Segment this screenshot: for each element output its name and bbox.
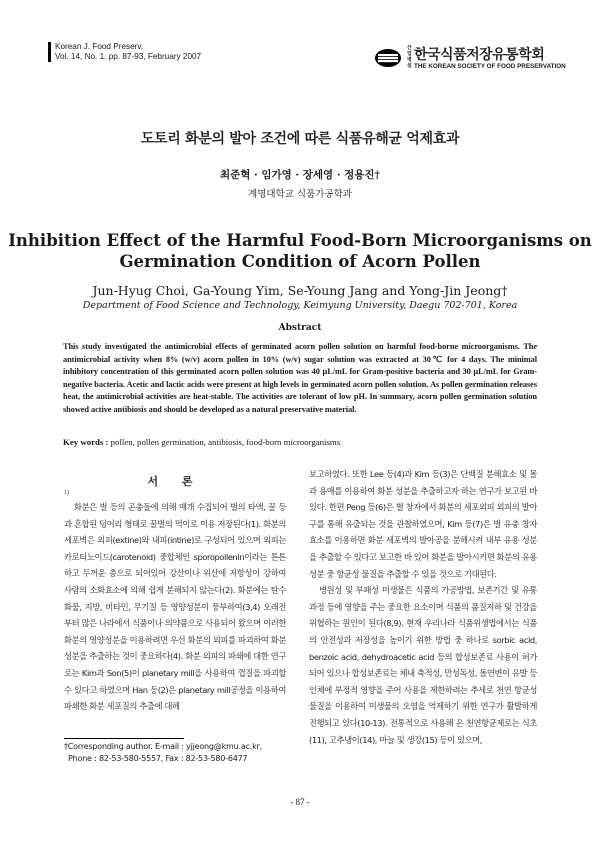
- society-tag: 산업 병설: [407, 45, 412, 69]
- authors-korean: 최준혁 · 임가영 · 장세영 · 정용진†: [219, 169, 381, 181]
- page-number: - 87 -: [290, 797, 310, 807]
- keywords: [63, 437, 543, 447]
- intro-paragraph-1: 화분은 벌 등의 곤충들에 의해 매개 수집되어 벌의 타액, 꿀 등과 혼합된 덩어리 형태로 꿀벌의 먹이로 이용 저장된다(1). 화분의 세포벽은 외피(extine)와 내피(intine)로 구성되어 있으며 외피는 카로티노이드(carotenoid) 중합체인 sporopollenin이라는 튼튼하고 두꺼운 층으로 되어있어 강산이나 위산에 저항성이 강하여 사람의 소화효소에 의해 쉽게 분해되지 않는다(2). 화분에는 탄수화물, 지방, 비타민, 무기질 등 영양성분이 풍부하여(3,4) 오래전부터 많은 나라에서 식품이나 의약품으로 사용되어 왔으며 이러한 화분의 영양성분을 이용하려면 우선 화분의 외피를 파괴하여 화분 성분을 추출하는 것이 중요하다(4). 화분 외피의 파쇄에 대한 연구로는 Kim과 Son(5)이 planetary mill을 사용하여 껍질을 파괴할 수 있다고 하였으며 Han 등(2)은 planetary mill공정을 이용하여 파쇄한 화분 세포질의 추출에 대해: [64, 502, 286, 712]
- journal-citation: [48, 42, 201, 62]
- section-heading-introduction: 서 론: [147, 475, 203, 488]
- title-english: [0, 230, 600, 272]
- abstract-body: This study investigated the antimicrobial effects of germinated acorn pollen solution on harmful food-borne microorganisms. The antimicrobial activity when 8% (w/v) acorn pollen in 10% (w/v) sugar solution was extracted at 30℃ for 4 days. The minimal inhibitory concentration of this germinated acorn pollen solution was 40 µL/mL for Gram-positive bacteria and 30 µL/mL for Gram-negative bacteria. Acetic and lactic acids were present at high levels in germinated acorn pollen solution. As pollen germination releases heat, the antimicrobial activities are heat-stable. The activities are tolerant of low pH. In summary, acorn pollen germination solution showed active antibiosis and should be developed as a natural preservative material.: [63, 342, 537, 414]
- title-korean: 도토리 화분의 발아 조건에 따른 식품유해균 억제효과: [140, 131, 460, 147]
- abstract-heading: Abstract: [278, 323, 322, 333]
- intro-paragraph-2: 보고하였다. 또한 Lee 등(4)과 Kim 등(3)은 단백질 분해효소 및 몰과 용매를 이용하여 화분 성분을 추출하고자 하는 연구가 보고된 바 있다. 한편 Peng 등(6)은 벌 창자에서 화분의 세포외피 외피의 발아구를 통해 유출되는 것을 관찰하였으며, Kim 등(7)은 벌 유충 창자 효소를 이용하면 화분 세포벽의 발아공을 분해시켜 내부 유용 성분을 추출할 수 있다고 보고한 바 있어 화분을 발아시키면 화분의 유용성분 중 항균성 물질을 추출할 수 있을 것으로 기대된다.: [309, 469, 537, 579]
- journal-volume: Vol. 14, No. 1. pp. 87-93, February 2007: [55, 52, 202, 61]
- society-logo-icon: [374, 48, 402, 68]
- authors-english: Jun-Hyug Choi, Ga-Young Yim, Se-Young Jang and Yong-Jin Jeong†: [92, 283, 508, 298]
- society-name-english: THE KOREAN SOCIETY OF FOOD PRESERVATION: [414, 63, 566, 70]
- corresponding-author-footnote: [64, 741, 304, 765]
- keywords-list: pollen, pollen germination, antibiosis, food-born microorganisms: [110, 437, 341, 447]
- footnote-email: †Corresponding author. E-mail : yjjeong@kmu.ac.kr,: [64, 742, 262, 751]
- title-english-line1: Inhibition Effect of the Harmful Food-Born Microorganisms on: [8, 231, 592, 250]
- society-name-korean: 한국식품저장유통학회: [414, 47, 545, 63]
- affiliation-english: Department of Food Science and Technology, Keimyung University, Daegu 702-701, Korea: [82, 300, 518, 311]
- affiliation-korean: 계명대학교 식품가공학과: [248, 189, 352, 200]
- keywords-label: Key words :: [63, 437, 109, 447]
- journal-name: Korean J. Food Preserv.: [55, 42, 144, 51]
- footnote-phone: Phone : 82-53-580-5557, Fax : 82-53-580-6477: [68, 754, 248, 763]
- society-header: [374, 44, 566, 74]
- right-column: [309, 466, 537, 748]
- left-column: [64, 499, 286, 715]
- footnote-divider: [64, 738, 184, 739]
- title-english-line2: Germination Condition of Acorn Pollen: [119, 252, 481, 271]
- footnote-marker: 1): [64, 490, 69, 496]
- intro-paragraph-3: 병원성 및 부패성 미생물은 식품의 가공방법, 보존기간 및 유통과정 등에 영향을 주는 중요한 요소이며 식품의 품질저하 및 건강을 위협하는 원인이 된다(8,9). 현재 우리나라 식품위생법에서는 식품의 안전성과 저장성을 높이기 위한 방법 중 하나로 sorbic acid, benzoic acid, dehydroacetic acid 등의 합성보존료 사용이 허가되어 있으나 합성보존료는 체내 축적성, 만성독성, 돌연변이 유발 등 인체에 부정적 영향을 주어 사용을 제한하려는 추세로 천연 항균성 물질을 이용하여 미생물의 오염을 억제하기 위한 연구가 활발하게 진행되고 있다(10-13). 전통적으로 사용해 온 천연항균제로는 식초(11), 고추냉이(14), 마늘 및 생강(15) 등이 있으며,: [309, 585, 537, 745]
